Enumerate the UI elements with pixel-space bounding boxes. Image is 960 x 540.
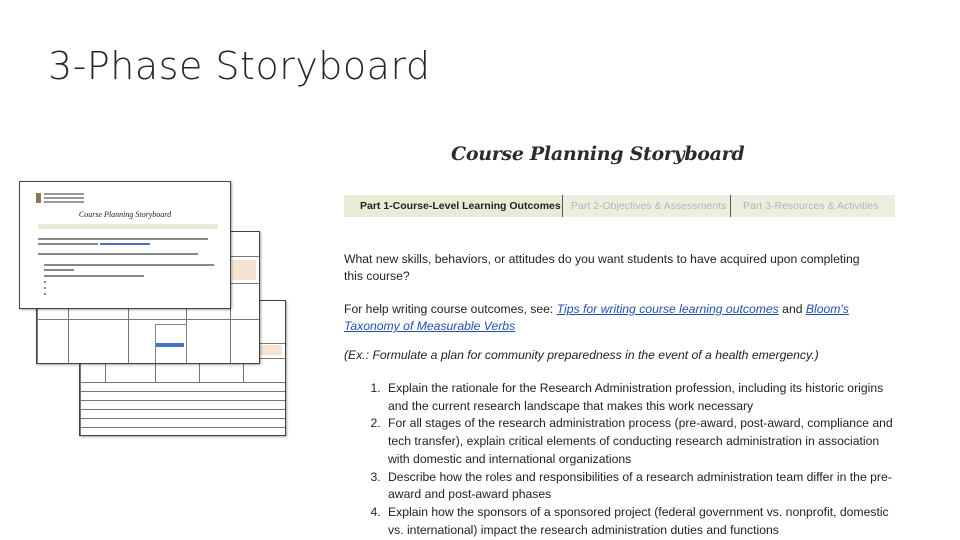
logo-icon [36, 193, 41, 203]
list-item: 1. Explain the rationale for the Research Administration profession, including its historic origins and the current research landscape that makes this work necessary [384, 380, 904, 415]
help-middle: and [778, 302, 806, 316]
tab-part-2[interactable]: Part 2-Objectives & Assessments [562, 195, 730, 217]
tips-link[interactable]: Tips for writing course learning outcomes [556, 302, 779, 316]
blooms-taxonomy-link[interactable]: Bloom's Taxonomy of Measurable Verbs [344, 302, 849, 333]
tab-part-3[interactable]: Part 3-Resources & Activities [730, 195, 895, 217]
thumbnail-tab-bar [38, 224, 218, 229]
thumbnail-page-1 [19, 181, 231, 309]
guiding-question: What new skills, behaviors, or attitudes do you want students to have acquired upon completing this course? [344, 252, 860, 283]
tab-part-1[interactable]: Part 1-Course-Level Learning Outcomes [344, 195, 562, 217]
storyboard-tab-bar [344, 195, 895, 217]
list-item: 2. For all stages of the research administration process (pre-award, post-award, compliance and tech transfer), explain critical elements of conducting research administration in association with domestic and international organizations [384, 415, 904, 468]
outcomes-list [344, 380, 904, 539]
thumbnail-header-text [44, 193, 84, 205]
list-item: 4. Explain how the sponsors of a sponsored project (federal government vs. nonprofit, domestic vs. international) impact the research administration duties and functions [384, 504, 904, 539]
example-text: (Ex.: Formulate a plan for community preparedness in the event of a health emergency.) [344, 348, 819, 362]
thumbnail-title: Course Planning Storyboard [78, 210, 172, 219]
slide-title: 3-Phase Storyboard [48, 44, 431, 88]
storyboard-title: Course Planning Storyboard [451, 143, 745, 165]
help-prefix: For help writing course outcomes, see: [344, 302, 557, 316]
list-item: 3. Describe how the roles and responsibilities of a research administration team differ in the pre-award and post-award phases [384, 469, 904, 504]
help-text [344, 301, 864, 335]
